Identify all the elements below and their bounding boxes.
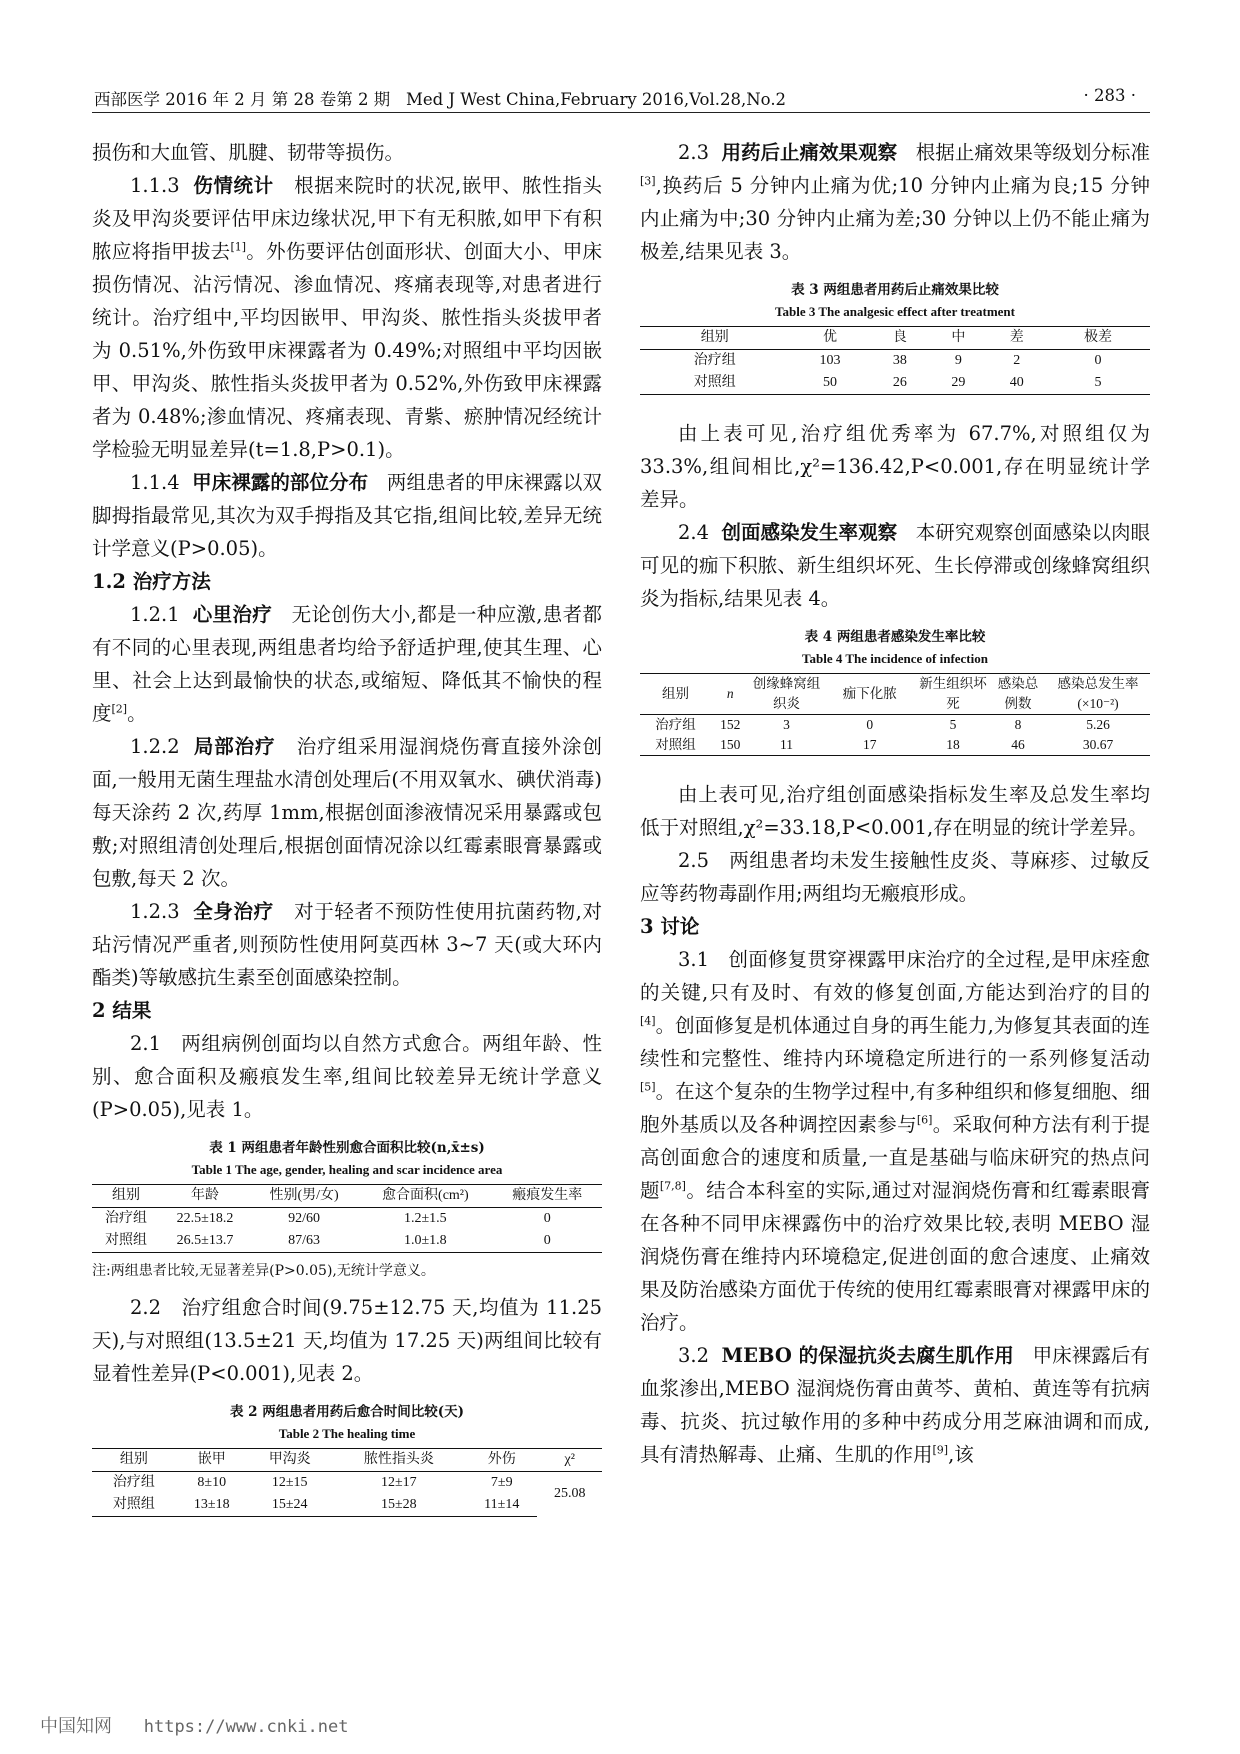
table-cell: 对照组 [640,735,711,756]
site-logo-text: 中国知网 [40,1716,112,1737]
table-cell: 12±15 [271,1475,308,1490]
table-header-cell: 组别 [640,674,711,715]
table-cell: 对照组 [640,372,789,395]
table-header-cell: 性别(男/女) [250,1185,358,1208]
table-3 [640,326,1150,395]
table-row [640,372,1150,395]
section-1-1-3: 1.1.3 伤情统计 根据来院时的状况,嵌甲、脓性指头炎及甲沟炎要评估甲床边缘状况,甲下有无积脓,如甲下有积脓应将指甲拔去[1]。外伤要评估创面形状、创面大小、甲床损伤情况、沾污情况、渗血情况、疼痛表现等,对患者进行统计。治疗组中,平均因嵌甲、甲沟炎、脓性指头炎拔甲者为 0.51%,外伤致甲床裸露者为 0.49%;对照组中平均因嵌甲、甲沟炎、脓性指头炎拔甲者为 0.52%,外伤致甲床裸露者为 0.48%;渗血情况、疼痛表现、青紫、瘀肿情况经统计学检验无明显差异(t=1.8,P>0.1)。 [92,174,602,461]
section-3-2: 3.2 MEBO 的保湿抗炎去腐生肌作用 甲床裸露后有血浆渗出,MEBO 湿润烧伤膏由黄芩、黄柏、黄连等有抗病毒、抗炎、抗过敏作用的多种中药成分用芝麻油调和而成,具有清热解毒、止痛、生肌的作用[9],该 [640,1344,1150,1466]
table-cell: 11 [750,735,824,756]
table-header-cell: 痂下化脓 [824,674,916,715]
section-3-1: 3.1 创面修复贯穿裸露甲床治疗的全过程,是甲床痊愈的关键,只有及时、有效的修复创面,方能达到治疗的目的[4]。创面修复是机体通过自身的再生能力,为修复其表面的连续性和完整性、维持内环境稳定所进行的一系列修复活动[5]。在这个复杂的生物学过程中,有多种组织和修复细胞、细胞外基质以及各种调控因素参与[6]。采取何种方法有利于提高创面愈合的速度和质量,一直是基础与临床研究的热点问题[7,8]。结合本科室的实际,通过对湿润烧伤膏和红霉素眼膏在各种不同甲床裸露伤中的治疗效果比较,表明 MEBO 湿润烧伤膏在维持内环境稳定,促进创面的愈合速度、止痛效果及防治感染方面优于传统的使用红霉素眼膏对裸露甲床的治疗。 [640,948,1150,1334]
section-2-5: 2.5 两组患者均未发生接触性皮炎、荨麻疹、过敏反应等药物毒副作用;两组均无瘢痕形成。 [640,849,1150,905]
citation-ref[interactable]: [5] [640,1080,656,1094]
citation-ref[interactable]: [7,8] [659,1179,686,1193]
table-cell: 22.5±18.2 [176,1211,234,1226]
table-cell: 103 [819,353,841,368]
table-cell: 40 [988,372,1046,395]
table-header-cell: 良 [871,327,929,350]
journal-citation [94,86,786,110]
table-cell: 26.5±13.7 [160,1230,250,1253]
left-column [92,136,602,1517]
page-number: · 283 · [1083,86,1136,105]
table-row [640,715,1150,736]
table-header-cell: 感染总发生率(×10⁻²) [1046,674,1150,715]
table-4-caption-cn: 表 4 两组患者感染发生率比较 [804,629,986,645]
journal-name-en: Med J West China,February 2016,Vol.28,No.2 [405,90,787,109]
table-cell: 9 [954,353,962,368]
table-cell: 15±28 [332,1494,467,1517]
citation-ref[interactable]: [3] [640,174,656,188]
table-header-cell: 甲沟炎 [248,1449,332,1472]
table-cell: 0 [492,1230,602,1253]
watermark-footer [40,1712,348,1738]
table-1-caption-en: Table 1 The age, gender, healing and scar incidence area [191,1162,503,1177]
table-2-caption-cn: 表 2 两组患者用药后愈合时间比较(天) [229,1404,465,1420]
table-cell: 0 [543,1211,551,1226]
table-row [92,1494,602,1517]
table-cell: 17 [824,735,916,756]
table-cell: 38 [892,353,907,368]
table-row [92,1472,602,1495]
table-cell: 3 [783,717,790,732]
paragraph-continuation: 损伤和大血管、肌腱、韧带等损伤。 [92,141,405,164]
running-header [92,86,1150,113]
table-cell: 2 [1013,353,1021,368]
section-1-1-4: 1.1.4 甲床裸露的部位分布 两组患者的甲床裸露以双脚拇指最常见,其次为双手拇指及其它指,组间比较,差异无统计学意义(P>0.05)。 [92,471,602,560]
table-cell: 7±9 [490,1475,513,1490]
citation-ref[interactable]: [9] [932,1443,949,1457]
table-cell: 11±14 [466,1494,537,1517]
table-header-cell: 脓性指头炎 [332,1449,467,1472]
site-url-link[interactable]: https://www.cnki.net [143,1717,349,1737]
table-cell: 152 [720,717,741,732]
table-2 [92,1448,602,1517]
table-header-cell: 差 [988,327,1046,350]
table-1-note: 注:两组患者比较,无显著差异(P>0.05),无统计学意义。 [92,1263,435,1279]
table-cell: 治疗组 [112,1475,155,1490]
table-cell: 150 [711,735,750,756]
table-header-cell: χ² [537,1449,602,1472]
section-2-4: 2.4 创面感染发生率观察 本研究观察创面感染以肉眼可见的痂下积脓、新生组织坏死、生长停滞或创缘蜂窝组织炎为指标,结果见表 4。 [640,521,1150,610]
table-cell: 15±24 [248,1494,332,1517]
table-cell: 50 [789,372,870,395]
table-cell: 87/63 [250,1230,358,1253]
table-header-cell: 嵌甲 [176,1449,248,1472]
table-row [92,1230,602,1253]
table-2-caption-en: Table 2 The healing time [278,1426,416,1441]
section-heading-1-2: 1.2 治疗方法 [92,570,211,593]
table-header-cell: 新生组织坏死 [916,674,990,715]
table-cell: 0 [866,717,874,732]
table-cell: 5 [949,717,957,732]
table-cell: 5.26 [1086,717,1110,732]
citation-ref[interactable]: [6] [916,1113,933,1127]
table-4 [640,673,1150,756]
table-cell: 46 [990,735,1046,756]
table-cell-chi-square: 25.08 [553,1486,586,1502]
section-1-2-1: 1.2.1 心里治疗 无论创伤大小,都是一种应激,患者都有不同的心里表现,两组患者均给予舒适护理,使其生理、心里、社会上达到最愉快的状态,或缩短、降低其不愉快的程度[2]。 [92,603,602,725]
table-header-cell: 愈合面积(cm²) [358,1185,492,1208]
table-cell: 12±17 [380,1475,417,1490]
table-cell: 18 [916,735,990,756]
table-row [92,1208,602,1231]
table-cell: 26 [871,372,929,395]
section-2-3: 2.3 用药后止痛效果观察 根据止痛效果等级划分标准[3],换药后 5 分钟内止痛为优;10 分钟内止痛为良;15 分钟内止痛为中;30 分钟内止痛为差;30 分钟以上仍不能止痛为极差,结果见表 3。 [640,141,1150,263]
section-2-2: 2.2 治疗组愈合时间(9.75±12.75 天,均值为 11.25 天),与对照组(13.5±21 天,均值为 17.25 天)两组间比较有显着性差异(P<0.001),见表 2。 [92,1296,603,1385]
table-cell: 29 [929,372,987,395]
citation-ref[interactable]: [2] [111,702,128,716]
table-cell: 8±10 [197,1475,227,1490]
table-header-cell: 组别 [92,1185,160,1208]
table-header-cell: 优 [789,327,870,350]
table-cell: 92/60 [288,1211,321,1226]
table-1 [92,1184,602,1253]
table-cell: 1.0±1.8 [358,1230,492,1253]
table-header-cell: 极差 [1046,327,1150,350]
table-cell: 0 [1094,353,1102,368]
table-3-caption-cn: 表 3 两组患者用药后止痛效果比较 [791,282,999,298]
section-1-2-3: 1.2.3 全身治疗 对于轻者不预防性使用抗菌药物,对玷污情况严重者,则预防性使用阿莫西林 3~7 天(或大环内酯类)等敏感抗生素至创面感染控制。 [92,900,602,989]
table-header-cell: 组别 [640,327,789,350]
table-4-caption-en: Table 4 The incidence of infection [802,651,988,666]
table-header-cell: 创缘蜂窝组织炎 [750,674,824,715]
citation-ref[interactable]: [1] [230,240,247,254]
table-row [640,735,1150,756]
table-header-cell: 中 [929,327,987,350]
section-1-2-2: 1.2.2 局部治疗 治疗组采用湿润烧伤膏直接外涂创面,一般用无菌生理盐水清创处理后(不用双氧水、碘伏消毒)每天涂药 2 次,药厚 1mm,根据创面渗液情况采用暴露或包敷;对照组清创处理后,根据创面情况涂以红霉素眼膏暴露或包敷,每天 2 次。 [92,735,602,890]
table-cell: 治疗组 [655,717,696,732]
table-cell: 30.67 [1046,735,1150,756]
table-cell: 对照组 [92,1494,176,1517]
table-cell: 治疗组 [105,1211,148,1226]
paragraph-table-4-result: 由上表可见,治疗组创面感染指标发生率及总发生率均低于对照组,χ²=33.18,P<0.001,存在明显的统计学差异。 [640,783,1150,839]
table-header-cell: 外伤 [466,1449,537,1472]
table-1-caption-cn: 表 1 两组患者年龄性别愈合面积比较(n,x̄±s) [209,1140,485,1156]
citation-ref[interactable]: [4] [640,1014,656,1028]
table-cell: 13±18 [176,1494,248,1517]
table-cell: 5 [1046,372,1150,395]
journal-name-cn: 西部医学 2016 年 2 月 第 28 卷第 2 期 [94,90,391,109]
section-heading-2: 2 结果 [92,999,152,1022]
table-header-cell: 年龄 [160,1185,250,1208]
table-cell: 对照组 [92,1230,160,1253]
section-2-1: 2.1 两组病例创面均以自然方式愈合。两组年龄、性别、愈合面积及瘢痕发生率,组间比较差异无统计学意义(P>0.05),见表 1。 [92,1032,602,1121]
table-header-cell: 瘢痕发生率 [492,1185,602,1208]
right-column [640,136,1150,1471]
table-header-cell: n [711,674,750,715]
table-cell: 1.2±1.5 [404,1211,447,1226]
paragraph-table-3-result: 由上表可见,治疗组优秀率为 67.7%,对照组仅为 33.3%,组间相比,χ²=136.42,P<0.001,存在明显统计学差异。 [640,422,1150,511]
table-header-cell: 组别 [92,1449,176,1472]
table-header-cell: 感染总例数 [990,674,1046,715]
table-cell: 8 [1014,717,1022,732]
table-3-caption-en: Table 3 The analgesic effect after treatment [775,304,1015,319]
section-heading-3: 3 讨论 [640,915,700,938]
table-cell: 治疗组 [693,353,736,368]
table-row [640,350,1150,373]
